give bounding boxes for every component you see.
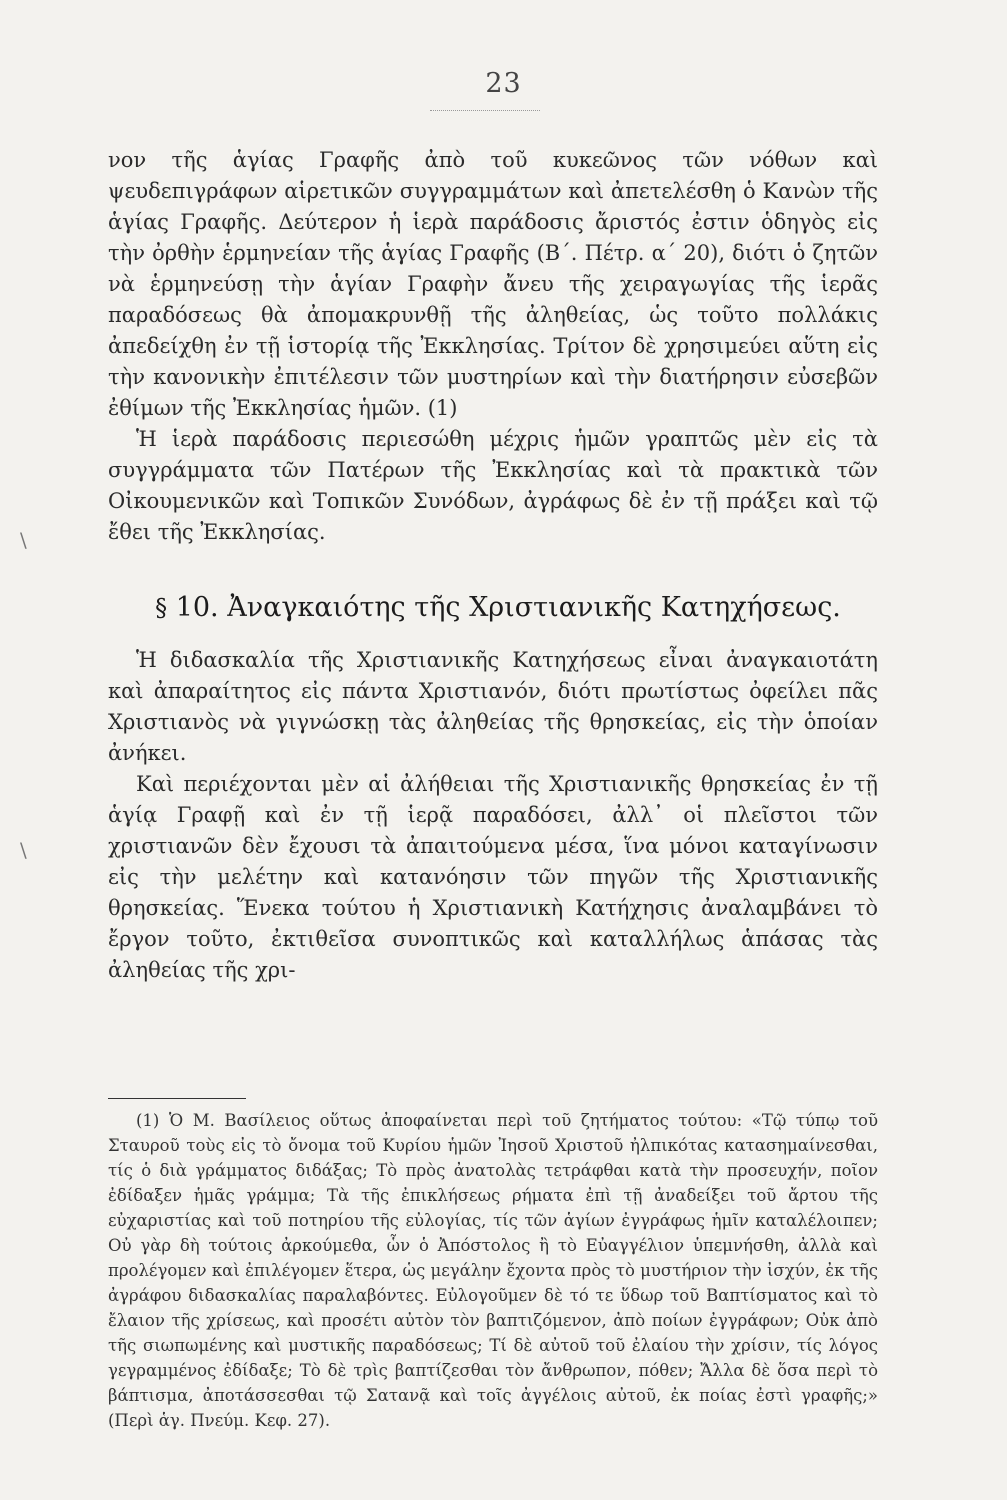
paragraph: Ἡ ἱερὰ παράδοσις περιεσώθη μέχρις ἡμῶν γραπτῶς μὲν εἰς τὰ συγγράμματα τῶν Πατέρων τῆς Ἐκκλησίας καὶ τὰ πρακτικὰ τῶν Οἰκουμενικῶν καὶ Τοπικῶν Συνόδων, ἀγράφως δὲ ἐν τῇ πράξει καὶ τῷ ἔθει τῆς Ἐκκλησίας.	[108, 427, 878, 544]
paragraph: νον τῆς ἁγίας Γραφῆς ἀπὸ τοῦ κυκεῶνος τῶν νόθων καὶ ψευδεπιγράφων αἱρετικῶν συγγραμμάτων καὶ ἀπετελέσθη ὁ Κανὼν τῆς ἁγίας Γραφῆς. Δεύτερον ἡ ἱερὰ παράδοσις ἄριστός ἐστιν ὁδηγὸς εἰς τὴν ὀρθὴν ἑρμηνείαν τῆς ἁγίας Γραφῆς (Β΄. Πέτρ. α΄ 20), διότι ὁ ζητῶν νὰ ἑρμηνεύσῃ τὴν ἁγίαν Γραφὴν ἄνευ τῆς χειραγωγίας τῆς ἱερᾶς παραδόσεως θὰ ἀπομακρυνθῇ τῆς ἀληθείας, ὡς τοῦτο πολλάκις ἀπεδείχθη ἐν τῇ ἱστορίᾳ τῆς Ἐκκλησίας. Τρίτον δὲ χρησιμεύει αὕτη εἰς τὴν κανονικὴν ἐπιτέλεσιν τῶν μυστηρίων καὶ τὴν διατήρησιν εὐσεβῶν ἐθίμων τῆς Ἐκκλησίας ἡμῶν. (1)	[108, 148, 878, 420]
footnote	[108, 1108, 878, 1433]
section-sign: §	[155, 594, 168, 622]
paragraph: Καὶ περιέχονται μὲν αἱ ἀλήθειαι τῆς Χριστιανικῆς θρησκείας ἐν τῇ ἁγίᾳ Γραφῇ καὶ ἐν τῇ ἱερᾷ παραδόσει, ἀλλ᾽ οἱ πλεῖστοι τῶν χριστιανῶν δὲν ἔχουσι τὰ ἀπαιτούμενα μέσα, ἵνα μόνοι καταγίνωσιν εἰς τὴν μελέτην καὶ κατανόησιν τῶν πηγῶν τῆς Χριστιανικῆς θρησκείας. Ἕνεκα τούτου ἡ Χριστιανικὴ Κατήχησις ἀναλαμβάνει τὸ ἔργον τοῦτο, ἐκτιθεῖσα συνοπτικῶς καὶ καταλλήλως ἁπάσας τὰς ἀληθείας τῆς χρι-	[108, 772, 878, 982]
page-number: 23	[485, 68, 522, 99]
body-text-top	[108, 145, 878, 548]
margin-mark: \	[20, 838, 27, 862]
paragraph: Ἡ διδασκαλία τῆς Χριστιανικῆς Κατηχήσεως εἶναι ἀναγκαιοτάτη καὶ ἀπαραίτητος εἰς πάντα Χριστιανόν, διότι πρωτίστως ὀφείλει πᾶς Χριστιανὸς νὰ γιγνώσκῃ τὰς ἀληθείας τῆς θρησκείας, εἰς τὴν ὁποίαν ἀνήκει.	[108, 648, 878, 765]
margin-mark: \	[20, 528, 27, 552]
body-text-bottom	[108, 645, 878, 986]
footnote-rule	[108, 1098, 246, 1099]
page-number-rule	[430, 110, 540, 111]
footnote-text: (1) Ὁ Μ. Βασίλειος οὕτως ἀποφαίνεται περὶ τοῦ ζητήματος τούτου: «Τῷ τύπῳ τοῦ Σταυροῦ τοὺς εἰς τὸ ὄνομα τοῦ Κυρίου ἡμῶν Ἰησοῦ Χριστοῦ ἠλπικότας κατασημαίνεσθαι, τίς ὁ διὰ γράμματος διδάξας; Τὸ πρὸς ἀνατολὰς τετράφθαι κατὰ τὴν προσευχήν, ποῖον ἐδίδαξεν ἡμᾶς γράμμα; Τὰ τῆς ἐπικλήσεως ρήματα ἐπὶ τῇ ἀναδείξει τοῦ ἄρτου τῆς εὐχαριστίας καὶ τοῦ ποτηρίου τῆς εὐλογίας, τίς τῶν ἁγίων ἐγγράφως ἡμῖν καταλέλοιπεν; Οὐ γὰρ δὴ τούτοις ἀρκούμεθα, ὧν ὁ Ἀπόστολος ἢ τὸ Εὐαγγέλιον ὑπεμνήσθη, ἀλλὰ καὶ προλέγομεν καὶ ἐπιλέγομεν ἕτερα, ὡς μεγάλην ἔχοντα πρὸς τὸ μυστήριον τὴν ἰσχύν, ἐκ τῆς ἀγράφου διδασκαλίας παραλαβόντες. Εὐλογοῦμεν δὲ τό τε ὕδωρ τοῦ Βαπτίσματος καὶ τὸ ἔλαιον τῆς χρίσεως, καὶ προσέτι αὐτὸν τὸν βαπτιζόμενον, ἀπὸ ποίων ἐγγράφων; Οὐκ ἀπὸ τῆς σιωπωμένης καὶ μυστικῆς παραδόσεως; Τί δὲ αὐτοῦ τοῦ ἐλαίου τὴν χρίσιν, τίς λόγος γεγραμμένος ἐδίδαξε; Τὸ δὲ τρὶς βαπτίζεσθαι τὸν ἄνθρωπον, πόθεν; Ἄλλα δὲ ὅσα περὶ τὸ βάπτισμα, ἀποτάσσεσθαι τῷ Σατανᾷ καὶ τοῖς ἀγγέλοις αὐτοῦ, ἐκ ποίας ἐστὶ γραφῆς;» (Περὶ ἁγ. Πνεύμ. Κεφ. 27).	[108, 1111, 878, 1430]
section-heading	[108, 588, 888, 628]
section-title: 10. Ἀναγκαιότης τῆς Χριστιανικῆς Κατηχήσεως.	[175, 592, 841, 623]
